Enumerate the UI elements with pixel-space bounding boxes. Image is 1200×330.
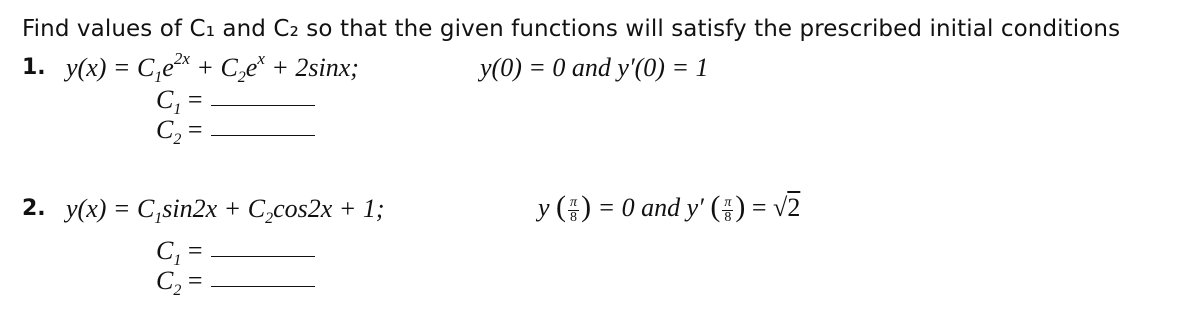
- c2-answer-blank[interactable]: [211, 135, 315, 136]
- sqrt-2: √2: [773, 193, 801, 222]
- problem-1-conditions: y(0) = 0 and y′(0) = 1: [480, 53, 709, 82]
- pi-over-8-fraction: $\frac{\pi}{8}$: [570, 194, 578, 225]
- c1-answer-blank[interactable]: [211, 256, 315, 257]
- problem-1-c1-answer-row: $C_1$ =: [156, 85, 315, 115]
- instruction-text: Find values of C₁ and C₂ so that the given functions will satisfy the prescribed initial conditions: [22, 16, 1121, 42]
- problem-2-c2-answer-row: $C_2$ =: [156, 266, 315, 296]
- problem-number: 1.: [22, 55, 46, 80]
- problem-1-number: [22, 55, 46, 80]
- pi-over-8-fraction: $\frac{\pi}{8}$: [724, 194, 732, 225]
- problem-2-function: $y(x) = C_1\sin 2x + C_2\cos 2x + 1$;: [66, 194, 385, 227]
- problem-2-number: [22, 196, 46, 221]
- problem-2-c1-answer-row: $C_1$ =: [156, 236, 315, 266]
- c2-answer-blank[interactable]: [211, 286, 315, 287]
- problem-2-conditions: y ( $\frac{\pi}{8}$ ) = 0 and y′ ( $\frac{\pi}{8}$ ) = √2: [538, 190, 801, 225]
- problem-number: 2.: [22, 196, 46, 221]
- c1-answer-blank[interactable]: [211, 105, 315, 106]
- problem-1-c2-answer-row: $C_2$ =: [156, 115, 315, 145]
- problem-1-function: $y(x) = C_1e^{2x} + C_2e^x + 2\sin x$;: [66, 49, 359, 86]
